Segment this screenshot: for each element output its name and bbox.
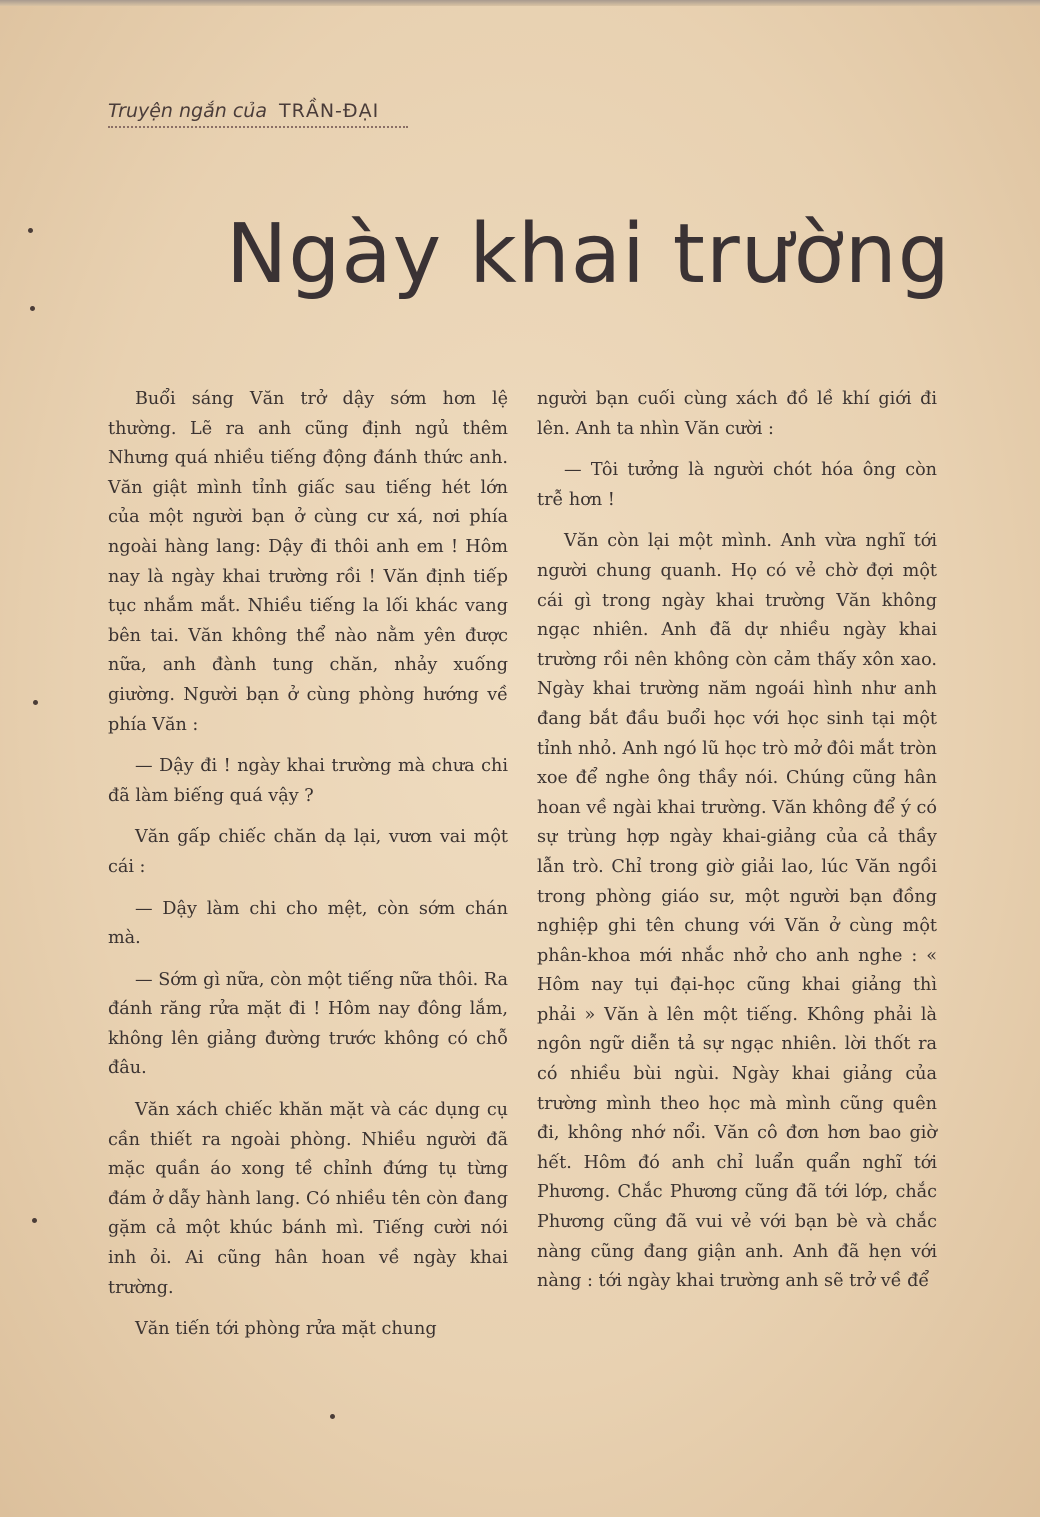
paragraph: — Tôi tưởng là người chót hóa ông còn trễ hơn ! [537, 460, 937, 510]
story-title: Ngày khai trường [226, 207, 951, 302]
paragraph: Buổi sáng Văn trở dậy sớm hơn lệ thường. Lẽ ra anh cũng định ngủ thêm Nhưng quá nhiều tiếng động đánh thức anh. Văn giật mình tỉnh giấc sau tiếng hét lớn của một người bạn ở cùng cư xá, nơi phía ngoài hàng lang: Dậy đi thôi anh em ! Hôm nay là ngày khai trường rồi ! Văn định tiếp tục nhắm mắt. Nhiều tiếng la lối khác vang bên tai. Văn không thể nào nằm yên được nữa, anh đành tung chăn, nhảy xuống giường. Người bạn ở cùng phòng hướng về phía Văn : [108, 389, 508, 735]
paragraph: — Sớm gì nữa, còn một tiếng nữa thôi. Ra đánh răng rửa mặt đi ! Hôm nay đông lắm, không lên giảng đường trước không có chỗ đâu. [108, 969, 508, 1079]
paper-speck [32, 1218, 37, 1223]
paragraph: người bạn cuối cùng xách đồ lề khí giới đi lên. Anh ta nhìn Văn cười : [537, 389, 937, 439]
paper-speck [30, 306, 35, 311]
paragraph: Văn còn lại một mình. Anh vừa nghĩ tới người chung quanh. Họ có vẻ chờ đợi một cái gì trong ngày khai trường Văn không ngạc nhiên. Anh đã dự nhiều ngày khai trường rồi nên không còn cảm thấy xôn xao. Ngày khai trường năm ngoái hình như anh đang bắt đầu buổi học với học sinh tại một tỉnh nhỏ. Anh ngó lũ học trò mở đôi mắt tròn xoe để nghe ông thầy nói. Chúng cũng hân hoan về ngài khai trường. Văn không để ý có sự trùng hợp ngày khai-giảng của cả thầy lẫn trò. Chỉ trong giờ giải lao, lúc Văn ngồi trong phòng giáo sư, một người bạn đồng nghiệp ghi tên chung với Văn ở cùng một phân-khoa mới nhắc nhở cho anh nghe : « Hôm nay tụi đại-học cũng khai giảng thì phải » Văn à lên một tiếng. Không phải là ngôn ngữ diễn tả sự ngạc nhiên. lời thốt ra có nhiều bùi ngùi. Ngày khai giảng của trường mình theo học mà mình cũng quên đi, không nhớ nổi. Văn cô đơn hơn bao giờ hết. Hôm đó anh chỉ luẩn quẩn nghĩ tới Phương. Chắc Phương cũng đã tới lớp, chắc Phương cũng đã vui vẻ với bạn bè và chắc nàng cũng đang giận anh. Anh đã hẹn với nàng : tới ngày khai trường anh sẽ trở về để [537, 531, 937, 1292]
right-column [537, 385, 937, 1309]
paragraph: — Dậy làm chi cho mệt, còn sớm chán mà. [108, 898, 508, 949]
paper-speck [33, 700, 38, 705]
byline-author: TRẦN-ĐẠI [279, 100, 380, 122]
byline-prefix: Truyện ngắn của [108, 100, 267, 122]
left-column [108, 385, 508, 1357]
paragraph: Văn tiến tới phòng rửa mặt chung [135, 1319, 437, 1340]
paragraph: — Dậy đi ! ngày khai trường mà chưa chi đã làm biếng quá vậy ? [108, 756, 508, 806]
page-top-edge [0, 0, 1040, 6]
byline [108, 100, 408, 128]
paper-speck [28, 228, 33, 233]
paragraph: Văn xách chiếc khăn mặt và các dụng cụ cần thiết ra ngoài phòng. Nhiều người đã mặc quần áo xong tề chỉnh đứng tụ từng đám ở dẫy hành lang. Có nhiều tên còn đang gặm cả một khúc bánh mì. Tiếng cười nói inh ỏi. Ai cũng hân hoan về ngày khai trường. [108, 1100, 508, 1298]
paragraph: Văn gấp chiếc chăn dạ lại, vươn vai một cái : [108, 827, 508, 877]
paper-speck [330, 1414, 335, 1419]
